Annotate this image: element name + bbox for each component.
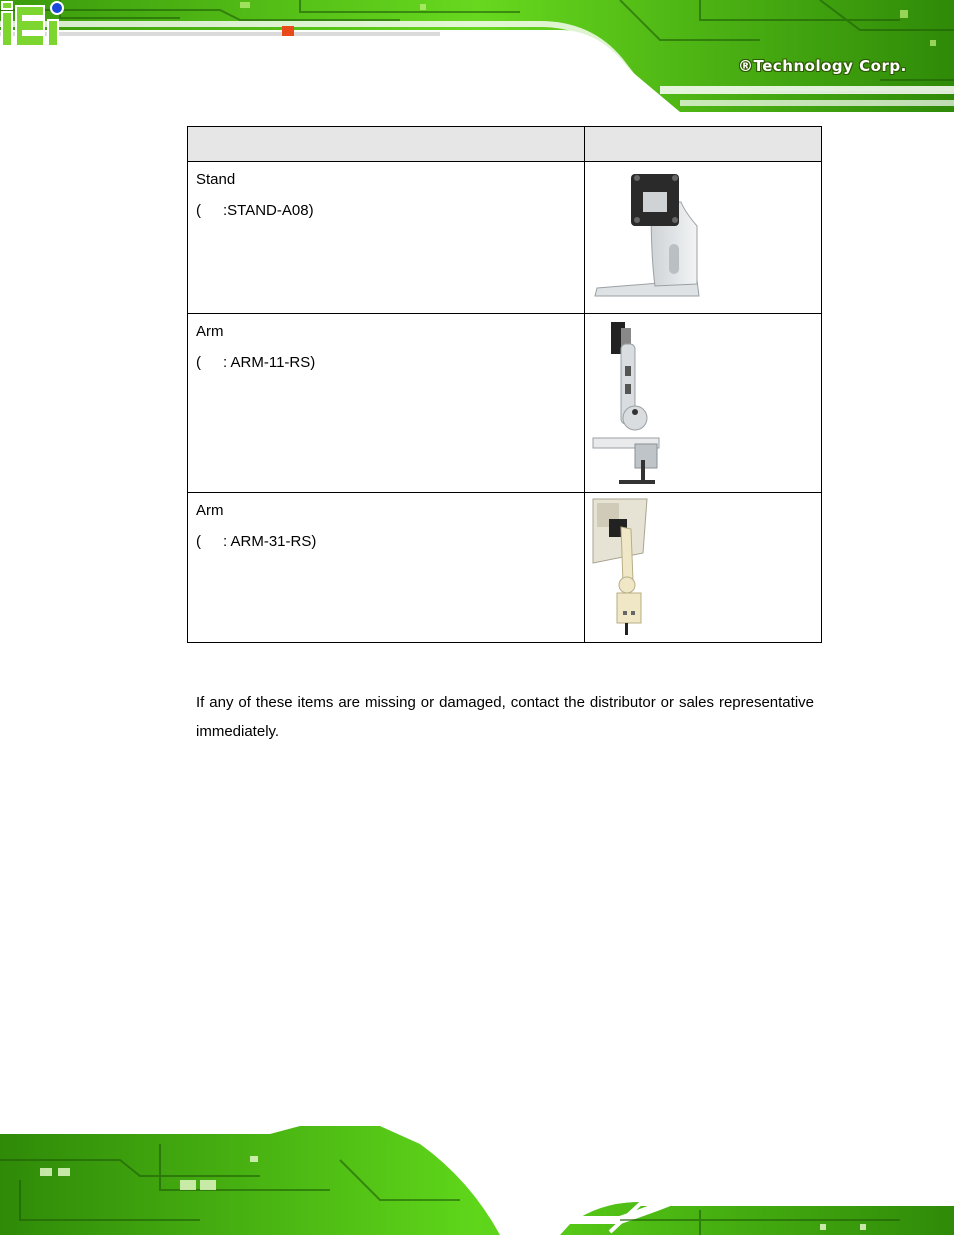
item-image-cell [585, 314, 822, 493]
brand-name: ®Technology Corp. [738, 57, 907, 75]
item-image-cell [585, 162, 822, 314]
model-prefix: ( [196, 202, 201, 219]
table-header-row [188, 127, 822, 162]
item-description-cell [188, 162, 585, 314]
item-model: : ARM-31-RS) [223, 533, 317, 550]
item-model: :STAND-A08) [223, 202, 314, 219]
item-name: Stand [196, 171, 236, 188]
package-contents-table [187, 126, 822, 643]
circuit-board-footer-graphic [0, 1120, 954, 1235]
table-row [188, 493, 822, 643]
missing-items-notice: If any of these items are missing or damaged, contact the distributor or sales representative immediately. [196, 694, 814, 740]
iei-logo [0, 0, 70, 48]
model-prefix: ( [196, 533, 201, 550]
item-name: Arm [196, 323, 224, 340]
header-banner [0, 0, 954, 112]
item-image-cell [585, 493, 822, 643]
table-header-cell [585, 127, 822, 162]
table-row [188, 314, 822, 493]
footer-banner [0, 1120, 954, 1235]
item-name: Arm [196, 502, 224, 519]
table-header-cell [188, 127, 585, 162]
item-description-cell [188, 493, 585, 643]
arm-11-image [585, 314, 821, 487]
arm-31-image [585, 493, 821, 637]
item-description-cell [188, 314, 585, 493]
table-row [188, 162, 822, 314]
model-prefix: ( [196, 354, 201, 371]
stand-image [585, 162, 821, 308]
item-model: : ARM-11-RS) [223, 354, 316, 371]
circuit-board-header-graphic [0, 0, 954, 112]
